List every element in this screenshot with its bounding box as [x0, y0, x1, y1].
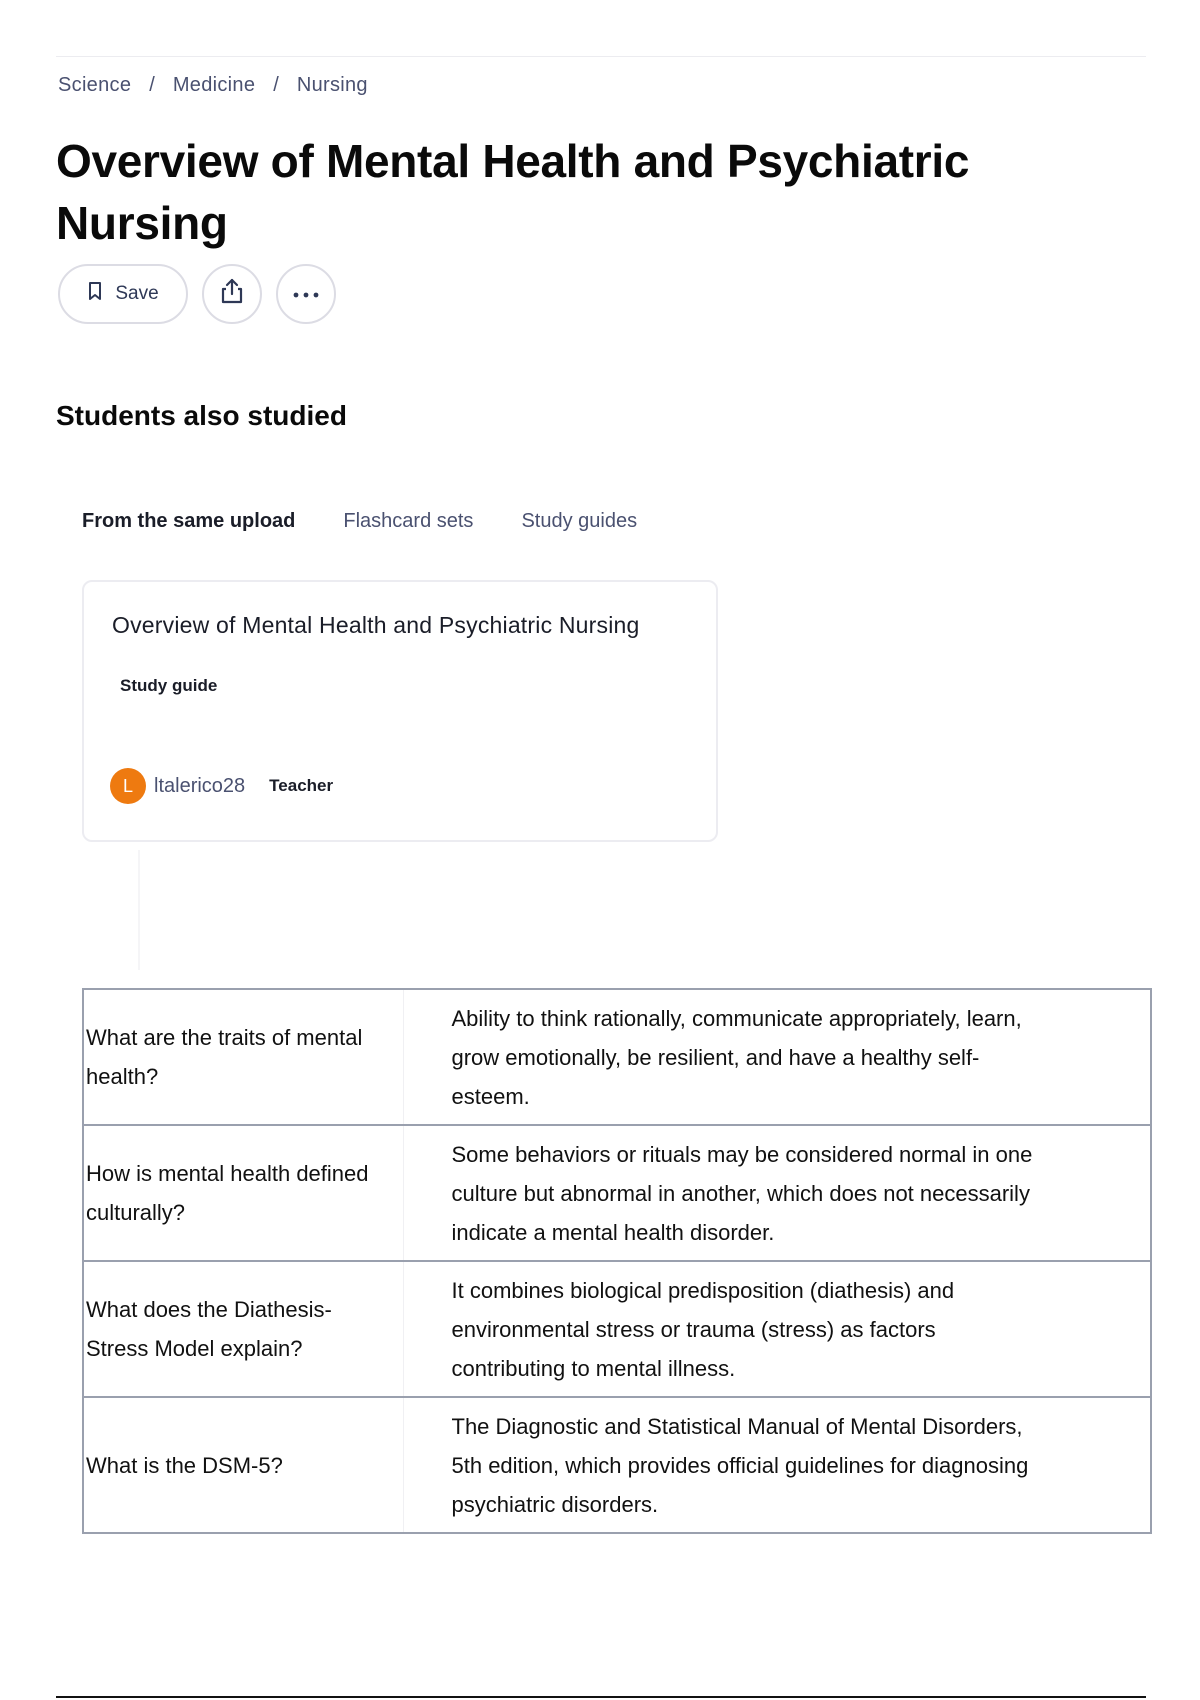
top-divider: [56, 56, 1146, 57]
answer-cell: The Diagnostic and Statistical Manual of Mental Disorders, 5th edition, which provides official guidelines for diagnosing psychiatric disorders.: [403, 1397, 1151, 1533]
table-row: [83, 989, 1151, 1125]
share-button[interactable]: [202, 264, 262, 324]
card-title: Overview of Mental Health and Psychiatric Nursing: [112, 612, 640, 638]
more-options-button[interactable]: [276, 264, 336, 324]
question-cell: What does the Diathesis-Stress Model explain?: [83, 1261, 403, 1397]
author-name[interactable]: ltalerico28: [154, 774, 246, 797]
author-role-badge: Teacher: [269, 776, 334, 795]
question-cell: What are the traits of mental health?: [83, 989, 403, 1125]
table-row: [83, 1125, 1151, 1261]
bottom-divider: [56, 1696, 1146, 1698]
answer-cell: It combines biological predisposition (diathesis) and environmental stress or trauma (stress) as factors contributing to mental illness.: [403, 1261, 1151, 1397]
breadcrumb-science[interactable]: Science: [58, 74, 132, 96]
tab-flashcard-sets[interactable]: Flashcard sets: [343, 510, 474, 532]
study-guide-card[interactable]: [82, 580, 718, 842]
answer-cell: Ability to think rationally, communicate appropriately, learn, grow emotionally, be resilient, and have a healthy self-esteem.: [403, 989, 1151, 1125]
tab-bar: [82, 510, 637, 533]
tab-from-same-upload[interactable]: From the same upload: [82, 510, 296, 532]
table-row: [83, 1397, 1151, 1533]
breadcrumb-separator: /: [149, 74, 155, 96]
decorative-divider: [138, 850, 140, 970]
bookmark-icon: [87, 281, 103, 307]
section-title: Students also studied: [56, 400, 347, 431]
page-title: Overview of Mental Health and Psychiatric Nursing: [56, 135, 970, 249]
table-row: [83, 1261, 1151, 1397]
card-author: [110, 768, 333, 804]
question-cell: How is mental health defined culturally?: [83, 1125, 403, 1261]
share-icon: [219, 277, 245, 311]
breadcrumb-separator: /: [273, 74, 279, 96]
question-cell: What is the DSM-5?: [83, 1397, 403, 1533]
answer-cell: Some behaviors or rituals may be considered normal in one culture but abnormal in another, which does not necessarily indicate a mental health disorder.: [403, 1125, 1151, 1261]
breadcrumb: [58, 74, 368, 97]
action-bar: [58, 264, 336, 324]
card-type-label: Study guide: [120, 676, 218, 695]
save-label: Save: [115, 283, 159, 304]
breadcrumb-medicine[interactable]: Medicine: [172, 74, 256, 96]
breadcrumb-nursing[interactable]: Nursing: [296, 74, 368, 96]
save-button[interactable]: [58, 264, 188, 324]
more-horizontal-icon: [292, 283, 320, 305]
avatar: L: [110, 768, 146, 804]
qa-table: [82, 988, 1152, 1534]
tab-study-guides[interactable]: Study guides: [521, 510, 638, 532]
